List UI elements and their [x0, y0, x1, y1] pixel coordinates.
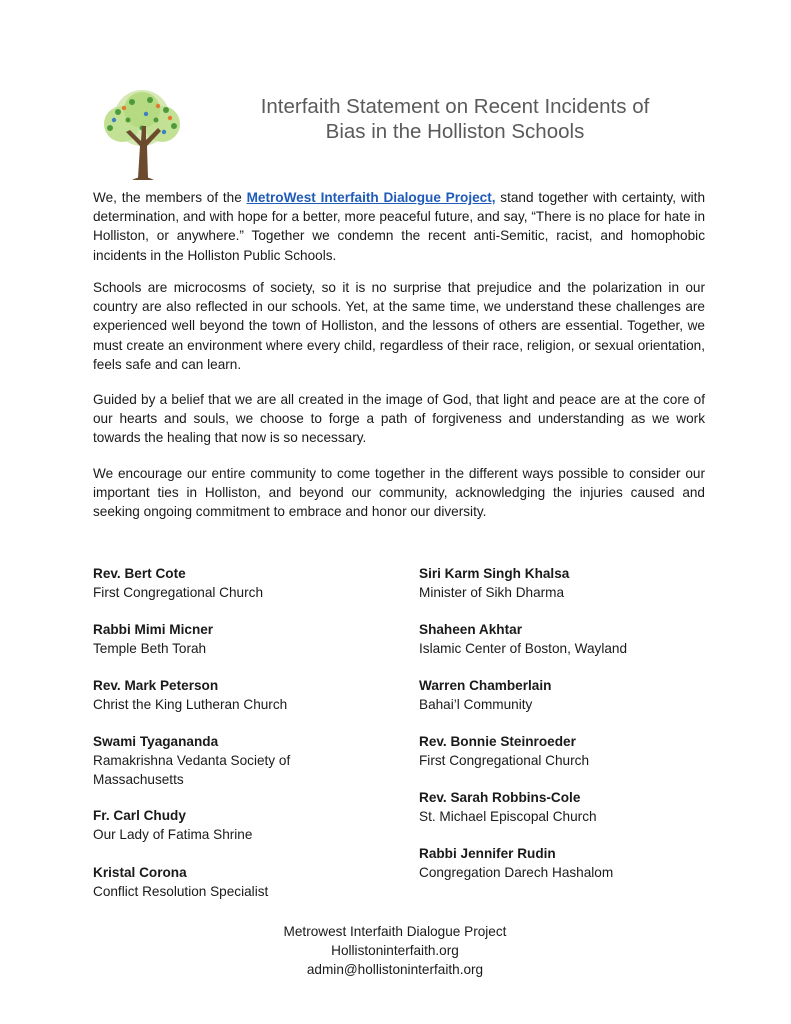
footer-email[interactable]: admin@hollistoninterfaith.org	[306, 962, 484, 977]
paragraph-1	[93, 188, 705, 265]
title-line-2: Bias in the Holliston Schools	[325, 120, 585, 143]
signatory-name: Rabbi Jennifer Rudin	[419, 846, 556, 861]
document-title	[205, 94, 705, 144]
signatory	[419, 788, 709, 826]
signatory-name: Shaheen Akhtar	[419, 622, 522, 637]
signatory-org: First Congregational Church	[93, 585, 264, 601]
signatory	[93, 564, 353, 602]
signatory-org: Bahai’l Community	[419, 697, 533, 713]
signatory-name: Siri Karm Singh Khalsa	[419, 566, 570, 581]
signatory-org: Islamic Center of Boston, Wayland	[419, 641, 628, 657]
signatory	[419, 620, 709, 658]
signatory	[93, 620, 353, 658]
signatory-org: First Congregational Church	[419, 753, 590, 769]
paragraph-1-body: stand together with certainty, with determination, and with hope for a better, more peaceful future, and say, “There is no place for hate in Holliston, or anywhere.” Together we condemn the recent anti-Semitic, racist, and homophobic incidents in the Holliston Public Schools.	[93, 190, 706, 263]
signatory	[93, 676, 353, 714]
signatory-name: Rev. Bert Cote	[93, 566, 186, 581]
signatory-org: Ramakrishna Vedanta Society of Massachusetts	[93, 753, 291, 788]
signatory	[419, 732, 709, 770]
project-link[interactable]: MetroWest Interfaith Dialogue Project,	[246, 190, 496, 205]
signatory-name: Swami Tyagananda	[93, 734, 219, 749]
signatory-name: Rev. Bonnie Steinroeder	[419, 734, 576, 749]
signatory-org: Christ the King Lutheran Church	[93, 697, 288, 713]
signatory-name: Warren Chamberlain	[419, 678, 552, 693]
signatory-name: Kristal Corona	[93, 865, 187, 880]
paragraph-3: Guided by a belief that we are all created in the image of God, that light and peace are at the core of our hearts and souls, we choose to forge a path of forgiveness and understanding as we work towards the healing that now is so necessary.	[93, 392, 705, 446]
signatory-org: Our Lady of Fatima Shrine	[93, 827, 253, 843]
interfaith-tree-icon	[88, 88, 196, 184]
signatory	[419, 844, 709, 882]
signatory	[93, 806, 353, 844]
title-line-1: Interfaith Statement on Recent Incidents of	[260, 95, 650, 118]
signatory-org: St. Michael Episcopal Church	[419, 809, 597, 825]
signatory	[93, 863, 353, 901]
signatory	[419, 676, 709, 714]
signatory-org: Conflict Resolution Specialist	[93, 884, 269, 900]
signatory	[93, 732, 323, 790]
paragraph-1-intro: We, the members of the	[93, 190, 247, 205]
paragraph-2: Schools are microcosms of society, so it is no surprise that prejudice and the polarization in our country are also reflected in our schools. Yet, at the same time, we understand these challenges are experienced well beyond the town of Holliston, and the lessons of others are essential. Together, we must create an environment where every child, regardless of their race, religion, or sexual orientation, feels safe and can learn.	[93, 280, 705, 372]
footer-org-name: Metrowest Interfaith Dialogue Project	[283, 924, 507, 939]
signatory-org: Temple Beth Torah	[93, 641, 207, 657]
signatory-name: Rabbi Mimi Micner	[93, 622, 214, 637]
signatory-name: Rev. Mark Peterson	[93, 678, 219, 693]
paragraph-4: We encourage our entire community to come together in the different ways possible to consider our important ties in Holliston, and beyond our community, acknowledging the injuries caused and seeking ongoing commitment to embrace and honor our diversity.	[93, 466, 705, 520]
footer	[195, 922, 595, 979]
signatory-org: Minister of Sikh Dharma	[419, 585, 565, 601]
signatory-name: Fr. Carl Chudy	[93, 808, 186, 823]
signatory	[419, 564, 709, 602]
signatory-name: Rev. Sarah Robbins-Cole	[419, 790, 581, 805]
signatory-org: Congregation Darech Hashalom	[419, 865, 614, 881]
footer-website[interactable]: Hollistoninterfaith.org	[331, 943, 459, 958]
